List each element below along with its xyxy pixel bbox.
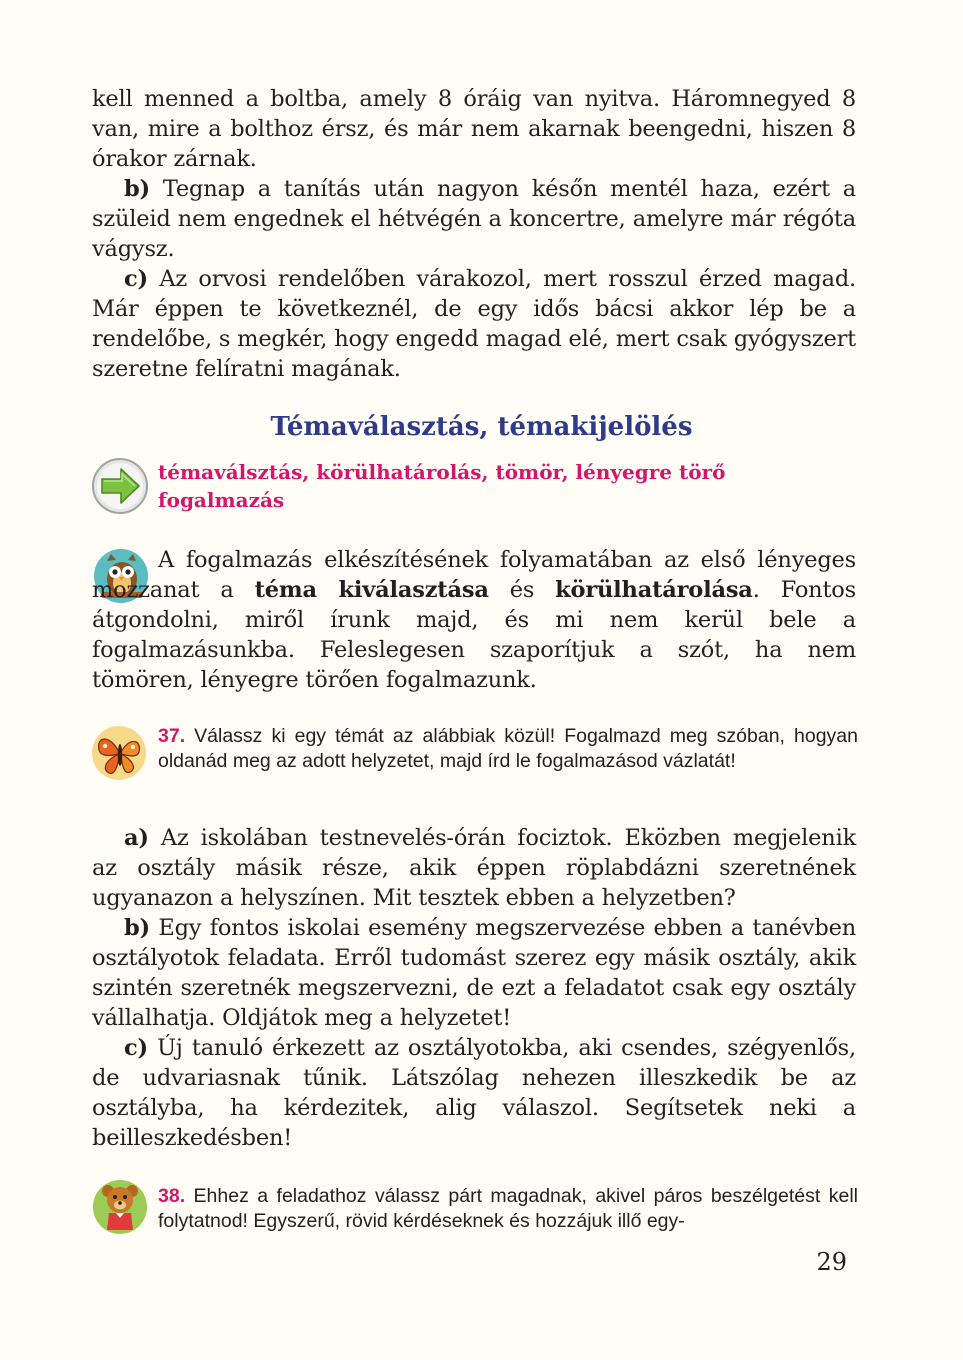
theory-paragraph bbox=[92, 545, 856, 695]
keywords-text: témaválsztás, körülhatárolás, tömör, lényegre törő fogalmazás bbox=[158, 460, 726, 512]
item-text-c: Az orvosi rendelőben várakozol, mert rosszul érzed magad. Már éppen te következnél, de egy idős bácsi akkor lép be a rendelőbe, s megkér, hogy engedd magad elé, mert csak gyógyszert szeretne felíratni magának. bbox=[92, 266, 856, 382]
option-label-a: a) bbox=[124, 825, 149, 851]
item-label-c: c) bbox=[124, 266, 148, 292]
section-title: Témaválasztás, témakijelölés bbox=[270, 412, 693, 442]
task-38-instruction bbox=[158, 1184, 858, 1234]
task-number: 37. bbox=[158, 725, 186, 747]
option-c bbox=[92, 1033, 856, 1153]
theory-text-2: és bbox=[488, 577, 556, 603]
page-number: 29 bbox=[816, 1248, 847, 1276]
item-label-b: b) bbox=[124, 176, 150, 202]
intro-paragraph-a: kell menned a boltba, amely 8 óráig van nyitva. Háromnegyed 8 van, mire a bolthoz érsz, és már nem akarnak beengedni, hiszen 8 órakor zárnak. bbox=[92, 86, 856, 172]
theory-keyword-1: téma kiválasztása bbox=[254, 577, 489, 603]
butterfly-icon bbox=[90, 724, 148, 782]
task-text: Ehhez a feladathoz válassz párt magadnak, akivel páros beszélgetést kell folytatnod! Egyszerű, rövid kérdéseknek és hozzájuk illő egy- bbox=[158, 1185, 858, 1232]
option-a bbox=[92, 823, 856, 913]
option-label-b: b) bbox=[124, 915, 150, 941]
option-label-c: c) bbox=[124, 1035, 148, 1061]
option-b bbox=[92, 913, 856, 1033]
option-text-c: Új tanuló érkezett az osztályotokba, aki csendes, szégyenlős, de udvariasnak tűnik. Látszólag nehezen illeszkedik be az osztályba, ha kérdezitek, alig válaszol. Segítsetek neki a beilleszkedésben! bbox=[92, 1035, 856, 1151]
option-text-b: Egy fontos iskolai esemény megszervezése ebben a tanévben osztályotok feladata. Erről tudomást szerez egy másik osztály, akik szintén szeretnék megszervezni, de ezt a feladatot csak egy osztály vállalhatja. Oldjátok meg a helyzetet! bbox=[92, 915, 856, 1031]
item-text-b: Tegnap a tanítás után nagyon későn mentél haza, ezért a szüleid nem engednek el hétvégén a koncertre, amelyre már régóta vágysz. bbox=[92, 176, 856, 262]
theory-text-1: A fogalmazás elkészítésének folyamatában az első lényeges mozzanat a bbox=[92, 547, 856, 603]
theory-text-3: . Fontos átgondolni, miről írunk majd, és mi nem kerül bele a fogalmazásunkba. Feleslegesen szaporítjuk a szót, ha nem tömören, lényegre törően fogalmazunk. bbox=[92, 577, 856, 693]
theory-keyword-2: körülhatárolása bbox=[555, 577, 753, 603]
green-arrow-icon bbox=[92, 458, 148, 514]
intro-paragraph-b bbox=[92, 174, 856, 264]
task-37-options bbox=[92, 823, 856, 1153]
task-text: Válassz ki egy témát az alábbiak közül! Fogalmazd meg szóban, hogyan oldanád meg az adott helyzetet, majd írd le fogalmazásod vázlatát! bbox=[158, 725, 858, 772]
option-text-a: Az iskolában testnevelés-órán fociztok. Eközben megjelenik az osztály másik része, akik éppen röplabdázni szeretnének ugyanazon a helyszínen. Mit tesztek ebben a helyzetben? bbox=[92, 825, 856, 911]
task-number: 38. bbox=[158, 1185, 186, 1207]
intro-text bbox=[92, 84, 856, 384]
task-37-instruction bbox=[158, 724, 858, 774]
intro-paragraph-c bbox=[92, 264, 856, 384]
teddy-bear-icon bbox=[92, 1178, 148, 1236]
